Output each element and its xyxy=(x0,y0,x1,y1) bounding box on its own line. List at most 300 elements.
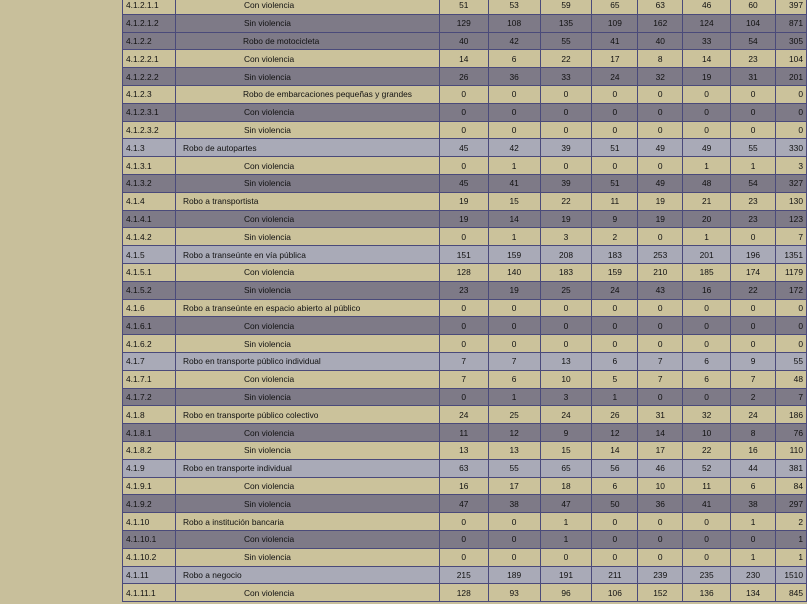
value-cell: 0 xyxy=(488,335,540,353)
value-cell: 0 xyxy=(540,85,592,103)
row-total-cell: 305 xyxy=(775,32,806,50)
value-cell: 55 xyxy=(488,459,540,477)
value-cell: 12 xyxy=(592,424,638,442)
value-cell: 0 xyxy=(638,85,683,103)
value-cell: 196 xyxy=(731,246,776,264)
value-cell: 33 xyxy=(540,68,592,86)
value-cell: 152 xyxy=(638,584,683,602)
value-cell: 0 xyxy=(488,121,540,139)
value-cell: 49 xyxy=(638,139,683,157)
value-cell: 9 xyxy=(540,424,592,442)
row-code: 4.1.3.1 xyxy=(123,157,176,175)
value-cell: 1 xyxy=(731,157,776,175)
table-row xyxy=(123,192,807,210)
row-description: Robo a negocio xyxy=(175,566,439,584)
value-cell: 45 xyxy=(439,174,488,192)
table-row xyxy=(123,246,807,264)
row-total-cell: 1510 xyxy=(775,566,806,584)
value-cell: 0 xyxy=(439,530,488,548)
row-description: Con violencia xyxy=(175,424,439,442)
value-cell: 56 xyxy=(592,459,638,477)
value-cell: 1 xyxy=(683,157,731,175)
left-margin-panel xyxy=(0,0,122,604)
row-total-cell: 123 xyxy=(775,210,806,228)
row-description: Sin violencia xyxy=(175,121,439,139)
row-code: 4.1.8.2 xyxy=(123,441,176,459)
row-code: 4.1.2.3 xyxy=(123,85,176,103)
row-code: 4.1.9 xyxy=(123,459,176,477)
row-code: 4.1.7 xyxy=(123,352,176,370)
value-cell: 24 xyxy=(592,68,638,86)
value-cell: 17 xyxy=(638,441,683,459)
value-cell: 162 xyxy=(638,14,683,32)
row-code: 4.1.6 xyxy=(123,299,176,317)
value-cell: 7 xyxy=(731,370,776,388)
value-cell: 16 xyxy=(439,477,488,495)
value-cell: 0 xyxy=(439,299,488,317)
value-cell: 6 xyxy=(488,370,540,388)
value-cell: 0 xyxy=(439,317,488,335)
value-cell: 26 xyxy=(592,406,638,424)
value-cell: 1 xyxy=(592,388,638,406)
row-code: 4.1.5.1 xyxy=(123,263,176,281)
value-cell: 0 xyxy=(731,103,776,121)
row-description: Robo de motocicleta xyxy=(175,32,439,50)
value-cell: 0 xyxy=(540,103,592,121)
value-cell: 183 xyxy=(592,246,638,264)
value-cell: 0 xyxy=(439,513,488,531)
value-cell: 0 xyxy=(439,388,488,406)
value-cell: 211 xyxy=(592,566,638,584)
row-description: Sin violencia xyxy=(175,548,439,566)
value-cell: 12 xyxy=(488,424,540,442)
value-cell: 129 xyxy=(439,14,488,32)
value-cell: 39 xyxy=(540,139,592,157)
row-code: 4.1.10 xyxy=(123,513,176,531)
row-description: Sin violencia xyxy=(175,281,439,299)
value-cell: 8 xyxy=(731,424,776,442)
value-cell: 19 xyxy=(488,281,540,299)
value-cell: 1 xyxy=(540,530,592,548)
value-cell: 26 xyxy=(439,68,488,86)
value-cell: 0 xyxy=(638,530,683,548)
value-cell: 5 xyxy=(592,370,638,388)
value-cell: 0 xyxy=(540,335,592,353)
row-description: Con violencia xyxy=(175,210,439,228)
value-cell: 0 xyxy=(592,121,638,139)
value-cell: 24 xyxy=(439,406,488,424)
value-cell: 0 xyxy=(592,513,638,531)
row-total-cell: 0 xyxy=(775,299,806,317)
value-cell: 38 xyxy=(731,495,776,513)
row-total-cell: 76 xyxy=(775,424,806,442)
row-total-cell: 172 xyxy=(775,281,806,299)
value-cell: 55 xyxy=(540,32,592,50)
value-cell: 230 xyxy=(731,566,776,584)
value-cell: 11 xyxy=(592,192,638,210)
row-total-cell: 55 xyxy=(775,352,806,370)
value-cell: 0 xyxy=(683,121,731,139)
value-cell: 47 xyxy=(540,495,592,513)
table-row xyxy=(123,388,807,406)
value-cell: 0 xyxy=(592,548,638,566)
value-cell: 0 xyxy=(731,121,776,139)
value-cell: 6 xyxy=(683,352,731,370)
value-cell: 0 xyxy=(638,388,683,406)
row-code: 4.1.4 xyxy=(123,192,176,210)
value-cell: 54 xyxy=(731,32,776,50)
value-cell: 0 xyxy=(592,530,638,548)
value-cell: 1 xyxy=(683,228,731,246)
value-cell: 45 xyxy=(439,139,488,157)
row-total-cell: 327 xyxy=(775,174,806,192)
value-cell: 0 xyxy=(488,513,540,531)
value-cell: 135 xyxy=(540,14,592,32)
value-cell: 46 xyxy=(683,0,731,14)
row-code: 4.1.2.1.1 xyxy=(123,0,176,14)
value-cell: 10 xyxy=(683,424,731,442)
row-code: 4.1.10.2 xyxy=(123,548,176,566)
value-cell: 18 xyxy=(540,477,592,495)
table-row xyxy=(123,335,807,353)
value-cell: 36 xyxy=(488,68,540,86)
table-row xyxy=(123,441,807,459)
row-description: Con violencia xyxy=(175,370,439,388)
row-total-cell: 186 xyxy=(775,406,806,424)
row-code: 4.1.7.2 xyxy=(123,388,176,406)
value-cell: 2 xyxy=(731,388,776,406)
row-description: Sin violencia xyxy=(175,68,439,86)
value-cell: 22 xyxy=(540,192,592,210)
value-cell: 0 xyxy=(731,335,776,353)
value-cell: 0 xyxy=(731,317,776,335)
value-cell: 0 xyxy=(439,548,488,566)
row-total-cell: 845 xyxy=(775,584,806,602)
value-cell: 6 xyxy=(592,352,638,370)
row-description: Robo de embarcaciones pequeñas y grandes xyxy=(175,85,439,103)
value-cell: 134 xyxy=(731,584,776,602)
row-total-cell: 1351 xyxy=(775,246,806,264)
value-cell: 65 xyxy=(592,0,638,14)
value-cell: 14 xyxy=(638,424,683,442)
row-total-cell: 7 xyxy=(775,388,806,406)
value-cell: 7 xyxy=(638,352,683,370)
row-code: 4.1.2.3.1 xyxy=(123,103,176,121)
value-cell: 174 xyxy=(731,263,776,281)
value-cell: 0 xyxy=(683,317,731,335)
row-code: 4.1.3 xyxy=(123,139,176,157)
value-cell: 136 xyxy=(683,584,731,602)
row-total-cell: 0 xyxy=(775,85,806,103)
value-cell: 19 xyxy=(683,68,731,86)
row-description: Robo en transporte público colectivo xyxy=(175,406,439,424)
value-cell: 42 xyxy=(488,32,540,50)
value-cell: 13 xyxy=(488,441,540,459)
row-total-cell: 3 xyxy=(775,157,806,175)
row-description: Con violencia xyxy=(175,317,439,335)
table-row xyxy=(123,50,807,68)
value-cell: 13 xyxy=(439,441,488,459)
value-cell: 7 xyxy=(439,370,488,388)
table-row xyxy=(123,0,807,14)
value-cell: 6 xyxy=(488,50,540,68)
value-cell: 17 xyxy=(488,477,540,495)
table-row xyxy=(123,68,807,86)
value-cell: 46 xyxy=(638,459,683,477)
value-cell: 16 xyxy=(731,441,776,459)
value-cell: 36 xyxy=(638,495,683,513)
value-cell: 40 xyxy=(638,32,683,50)
value-cell: 55 xyxy=(731,139,776,157)
value-cell: 3 xyxy=(540,388,592,406)
value-cell: 0 xyxy=(592,317,638,335)
table-row xyxy=(123,103,807,121)
value-cell: 49 xyxy=(638,174,683,192)
row-description: Sin violencia xyxy=(175,441,439,459)
value-cell: 50 xyxy=(592,495,638,513)
row-description: Sin violencia xyxy=(175,495,439,513)
value-cell: 0 xyxy=(592,335,638,353)
value-cell: 6 xyxy=(683,370,731,388)
value-cell: 0 xyxy=(683,103,731,121)
table-row xyxy=(123,157,807,175)
value-cell: 1 xyxy=(488,157,540,175)
row-description: Robo en transporte público individual xyxy=(175,352,439,370)
row-code: 4.1.3.2 xyxy=(123,174,176,192)
value-cell: 0 xyxy=(638,157,683,175)
table-row xyxy=(123,174,807,192)
value-cell: 0 xyxy=(592,299,638,317)
table-row xyxy=(123,477,807,495)
row-code: 4.1.2.2.1 xyxy=(123,50,176,68)
value-cell: 1 xyxy=(731,548,776,566)
row-total-cell: 0 xyxy=(775,317,806,335)
row-code: 4.1.6.1 xyxy=(123,317,176,335)
value-cell: 0 xyxy=(439,157,488,175)
value-cell: 54 xyxy=(731,174,776,192)
value-cell: 104 xyxy=(731,14,776,32)
value-cell: 9 xyxy=(731,352,776,370)
row-total-cell: 1 xyxy=(775,530,806,548)
row-code: 4.1.4.1 xyxy=(123,210,176,228)
row-total-cell: 201 xyxy=(775,68,806,86)
row-code: 4.1.11.1 xyxy=(123,584,176,602)
value-cell: 44 xyxy=(731,459,776,477)
value-cell: 3 xyxy=(540,228,592,246)
row-description: Robo a transeúnte en vía pública xyxy=(175,246,439,264)
value-cell: 11 xyxy=(683,477,731,495)
value-cell: 0 xyxy=(731,530,776,548)
value-cell: 0 xyxy=(488,299,540,317)
row-code: 4.1.5 xyxy=(123,246,176,264)
value-cell: 128 xyxy=(439,263,488,281)
value-cell: 140 xyxy=(488,263,540,281)
value-cell: 108 xyxy=(488,14,540,32)
value-cell: 1 xyxy=(488,388,540,406)
value-cell: 210 xyxy=(638,263,683,281)
value-cell: 31 xyxy=(638,406,683,424)
table-row xyxy=(123,548,807,566)
value-cell: 106 xyxy=(592,584,638,602)
value-cell: 109 xyxy=(592,14,638,32)
row-total-cell: 0 xyxy=(775,335,806,353)
table-row xyxy=(123,32,807,50)
value-cell: 14 xyxy=(592,441,638,459)
value-cell: 13 xyxy=(540,352,592,370)
value-cell: 41 xyxy=(683,495,731,513)
row-total-cell: 130 xyxy=(775,192,806,210)
value-cell: 2 xyxy=(592,228,638,246)
value-cell: 24 xyxy=(731,406,776,424)
value-cell: 0 xyxy=(638,103,683,121)
row-code: 4.1.2.1.2 xyxy=(123,14,176,32)
value-cell: 32 xyxy=(638,68,683,86)
value-cell: 52 xyxy=(683,459,731,477)
row-code: 4.1.9.2 xyxy=(123,495,176,513)
value-cell: 53 xyxy=(488,0,540,14)
value-cell: 0 xyxy=(540,317,592,335)
value-cell: 25 xyxy=(540,281,592,299)
value-cell: 0 xyxy=(683,513,731,531)
value-cell: 41 xyxy=(592,32,638,50)
value-cell: 215 xyxy=(439,566,488,584)
value-cell: 0 xyxy=(683,85,731,103)
value-cell: 0 xyxy=(488,103,540,121)
value-cell: 128 xyxy=(439,584,488,602)
value-cell: 0 xyxy=(683,530,731,548)
value-cell: 253 xyxy=(638,246,683,264)
value-cell: 19 xyxy=(638,192,683,210)
value-cell: 0 xyxy=(638,121,683,139)
value-cell: 1 xyxy=(540,513,592,531)
value-cell: 0 xyxy=(592,157,638,175)
table-row xyxy=(123,352,807,370)
table-row xyxy=(123,317,807,335)
value-cell: 0 xyxy=(683,299,731,317)
value-cell: 39 xyxy=(540,174,592,192)
value-cell: 20 xyxy=(683,210,731,228)
row-description: Con violencia xyxy=(175,530,439,548)
value-cell: 0 xyxy=(638,548,683,566)
value-cell: 49 xyxy=(683,139,731,157)
value-cell: 0 xyxy=(540,121,592,139)
value-cell: 25 xyxy=(488,406,540,424)
value-cell: 0 xyxy=(540,157,592,175)
value-cell: 0 xyxy=(731,299,776,317)
value-cell: 185 xyxy=(683,263,731,281)
row-total-cell: 871 xyxy=(775,14,806,32)
row-code: 4.1.8.1 xyxy=(123,424,176,442)
table-row xyxy=(123,299,807,317)
value-cell: 33 xyxy=(683,32,731,50)
value-cell: 31 xyxy=(731,68,776,86)
row-description: Robo a transeúnte en espacio abierto al público xyxy=(175,299,439,317)
value-cell: 17 xyxy=(592,50,638,68)
row-total-cell: 110 xyxy=(775,441,806,459)
value-cell: 159 xyxy=(488,246,540,264)
value-cell: 38 xyxy=(488,495,540,513)
crime-statistics-table xyxy=(122,0,807,602)
row-total-cell: 330 xyxy=(775,139,806,157)
row-description: Robo en transporte individual xyxy=(175,459,439,477)
value-cell: 0 xyxy=(439,103,488,121)
row-total-cell: 48 xyxy=(775,370,806,388)
table-row xyxy=(123,228,807,246)
value-cell: 11 xyxy=(439,424,488,442)
value-cell: 0 xyxy=(592,103,638,121)
value-cell: 59 xyxy=(540,0,592,14)
table-row xyxy=(123,424,807,442)
value-cell: 43 xyxy=(638,281,683,299)
row-description: Sin violencia xyxy=(175,14,439,32)
row-total-cell: 397 xyxy=(775,0,806,14)
value-cell: 19 xyxy=(439,210,488,228)
value-cell: 96 xyxy=(540,584,592,602)
row-code: 4.1.10.1 xyxy=(123,530,176,548)
value-cell: 21 xyxy=(683,192,731,210)
value-cell: 23 xyxy=(731,210,776,228)
table-row xyxy=(123,459,807,477)
row-total-cell: 1179 xyxy=(775,263,806,281)
value-cell: 239 xyxy=(638,566,683,584)
value-cell: 51 xyxy=(439,0,488,14)
row-total-cell: 381 xyxy=(775,459,806,477)
value-cell: 10 xyxy=(540,370,592,388)
value-cell: 15 xyxy=(540,441,592,459)
value-cell: 14 xyxy=(683,50,731,68)
value-cell: 51 xyxy=(592,139,638,157)
row-code: 4.1.5.2 xyxy=(123,281,176,299)
row-total-cell: 0 xyxy=(775,121,806,139)
value-cell: 0 xyxy=(638,335,683,353)
table-row xyxy=(123,370,807,388)
value-cell: 189 xyxy=(488,566,540,584)
value-cell: 23 xyxy=(439,281,488,299)
value-cell: 201 xyxy=(683,246,731,264)
value-cell: 63 xyxy=(638,0,683,14)
value-cell: 6 xyxy=(731,477,776,495)
value-cell: 16 xyxy=(683,281,731,299)
row-code: 4.1.9.1 xyxy=(123,477,176,495)
row-code: 4.1.2.3.2 xyxy=(123,121,176,139)
row-code: 4.1.2.2 xyxy=(123,32,176,50)
value-cell: 22 xyxy=(540,50,592,68)
table-row xyxy=(123,513,807,531)
value-cell: 0 xyxy=(683,548,731,566)
table-row xyxy=(123,263,807,281)
row-description: Robo a institución bancaria xyxy=(175,513,439,531)
value-cell: 40 xyxy=(439,32,488,50)
row-code: 4.1.7.1 xyxy=(123,370,176,388)
value-cell: 159 xyxy=(592,263,638,281)
table-row xyxy=(123,566,807,584)
table-row xyxy=(123,406,807,424)
row-total-cell: 7 xyxy=(775,228,806,246)
value-cell: 6 xyxy=(592,477,638,495)
value-cell: 14 xyxy=(439,50,488,68)
value-cell: 0 xyxy=(540,299,592,317)
value-cell: 0 xyxy=(731,228,776,246)
value-cell: 47 xyxy=(439,495,488,513)
value-cell: 0 xyxy=(439,228,488,246)
row-total-cell: 1 xyxy=(775,548,806,566)
value-cell: 124 xyxy=(683,14,731,32)
value-cell: 14 xyxy=(488,210,540,228)
value-cell: 0 xyxy=(439,85,488,103)
table-row xyxy=(123,530,807,548)
value-cell: 0 xyxy=(488,317,540,335)
row-description: Robo de autopartes xyxy=(175,139,439,157)
